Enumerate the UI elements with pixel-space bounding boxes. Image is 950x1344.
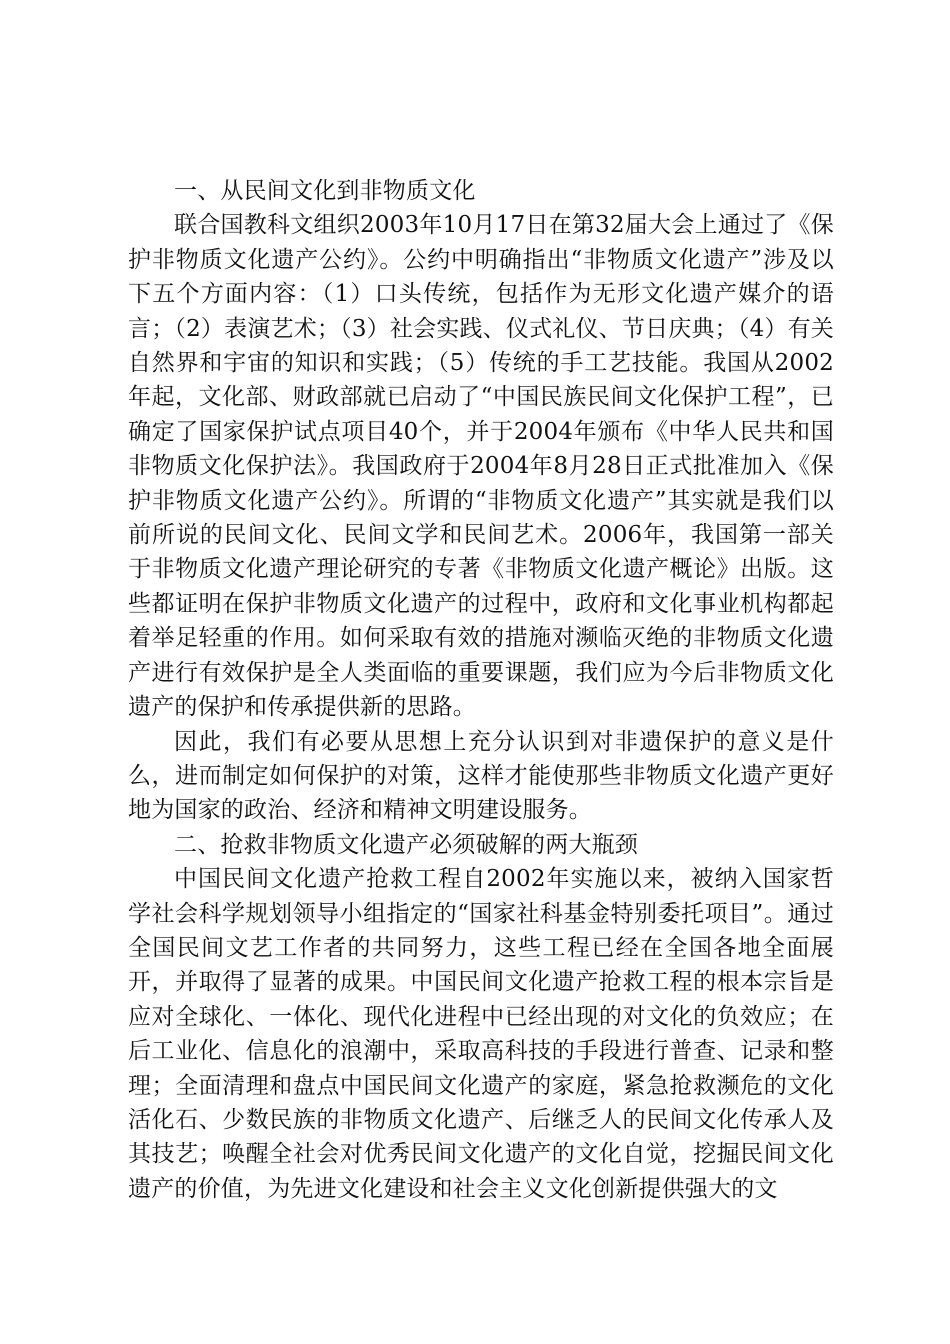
section-heading-1: 一、从民间文化到非物质文化 [174, 178, 476, 204]
paragraph-2: 因此，我们有必要从思想上充分认识到对非遗保护的意义是什么，进而制定如何保护的对策，这样才能使那些非物质文化遗产更好地为国家的政治、经济和精神文明建设服务。 [128, 728, 834, 824]
paragraph-1: 联合国教科文组织2003年10月17日在第32届大会上通过了《保护非物质文化遗产公约》。公约中明确指出“非物质文化遗产”涉及以下五个方面内容：（1）口头传统，包括作为无形文化遗产媒介的语言；（2）表演艺术；（3）社会实践、仪式礼仪、节日庆典；（4）有关自然界和宇宙的知识和实践；（5）传统的手工艺技能。我国从2002年起，文化部、财政部就已启动了“中国民族民间文化保护工程”，已确定了国家保护试点项目40个，并于2004年颁布《中华人民共和国非物质文化保护法》。我国政府于2004年8月28日正式批准加入《保护非物质文化遗产公约》。所谓的“非物质文化遗产”其实就是我们以前所说的民间文化、民间文学和民间艺术。2006年，我国第一部关于非物质文化遗产理论研究的专著《非物质文化遗产概论》出版。这些都证明在保护非物质文化遗产的过程中，政府和文化事业机构都起着举足轻重的作用。如何采取有效的措施对濒临灭绝的非物质文化遗产进行有效保护是全人类面临的重要课题，我们应为今后非物质文化遗产的保护和传承提供新的思路。 [128, 212, 834, 721]
paragraph-3: 中国民间文化遗产抢救工程自2002年实施以来，被纳入国家哲学社会科学规划领导小组指定的“国家社科基金特别委托项目”。通过全国民间文艺工作者的共同努力，这些工程已经在全国各地全面展开，并取得了显著的成果。中国民间文化遗产抢救工程的根本宗旨是应对全球化、一体化、现代化进程中已经出现的对文化的负效应；在后工业化、信息化的浪潮中，采取高科技的手段进行普查、记录和整理；全面清理和盘点中国民间文化遗产的家庭，紧急抢救濒危的文化活化石、少数民族的非物质文化遗产、后继乏人的民间文化传承人及其技艺；唤醒全社会对优秀民间文化遗产的文化自觉，挖掘民间文化遗产的价值，为先进文化建设和社会主义文化创新提供强大的文 [128, 866, 834, 1202]
section-heading-2: 二、抢救非物质文化遗产必须破解的两大瓶颈 [174, 831, 638, 858]
document-body [128, 174, 834, 1206]
